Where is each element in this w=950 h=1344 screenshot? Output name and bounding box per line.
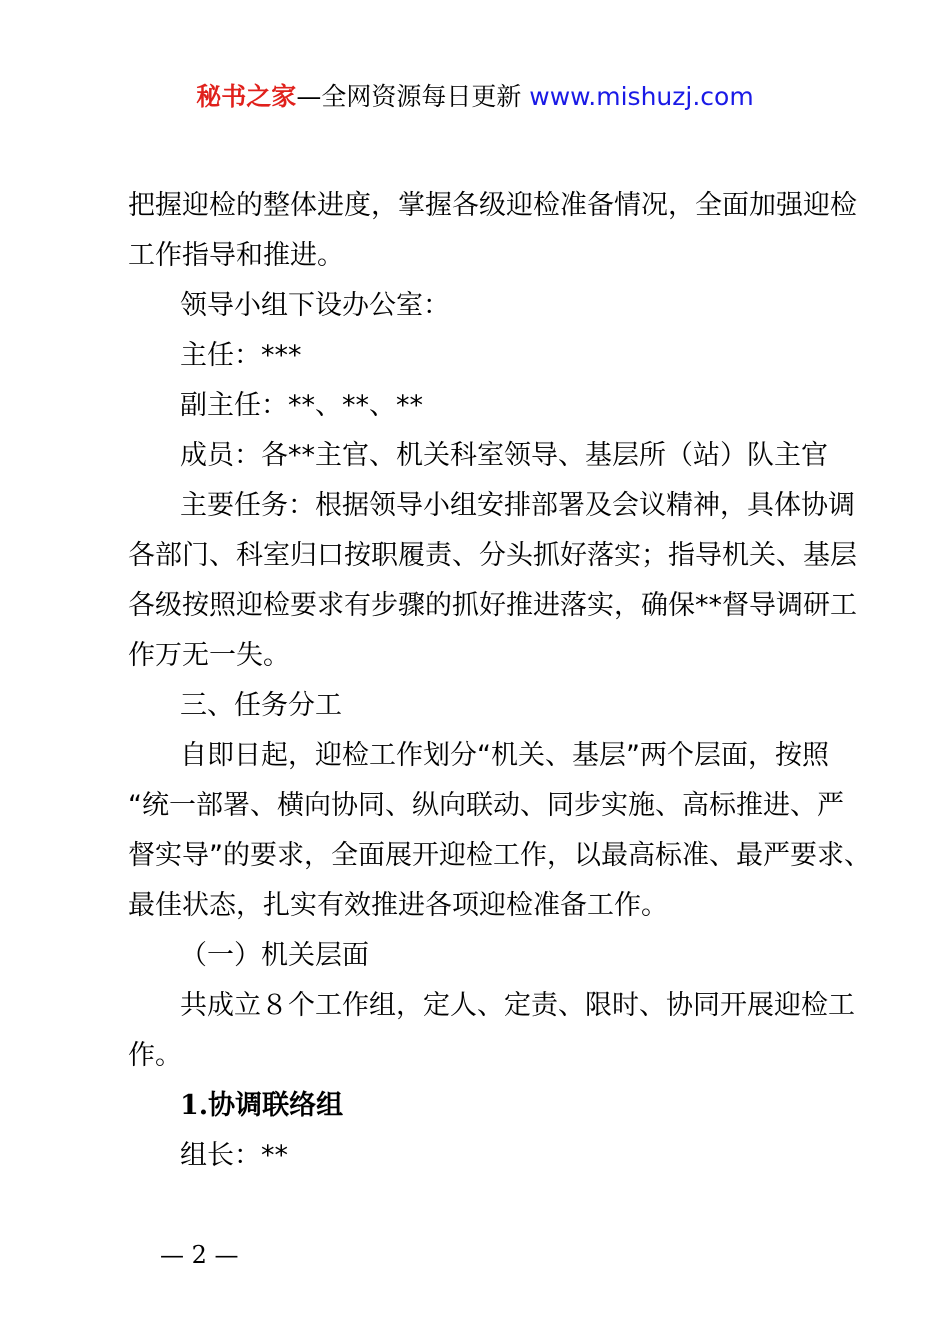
paragraph-line: 督实导”的要求，全面展开迎检工作，以最高标准、最严要求、 <box>128 840 871 871</box>
page-number: — 2 — <box>160 1241 239 1269</box>
paragraph-line: 最佳状态，扎实有效推进各项迎检准备工作。 <box>128 890 668 921</box>
site-url-link[interactable]: www.mishuzj.com <box>529 82 754 111</box>
paragraph-line: 作。 <box>128 1040 182 1071</box>
paragraph-line: “统一部署、横向协同、纵向联动、同步实施、高标推进、严 <box>128 790 844 821</box>
paragraph-line: 主任：*** <box>180 340 302 371</box>
paragraph-line: 各部门、科室归口按职履责、分头抓好落实；指导机关、基层 <box>128 540 857 571</box>
paragraph-line: 共成立８个工作组，定人、定责、限时、协同开展迎检工 <box>180 990 855 1021</box>
subsection-heading: （一）机关层面 <box>180 940 369 971</box>
header-tagline: —全网资源每日更新 <box>296 82 530 111</box>
section-heading: 三、任务分工 <box>180 690 342 721</box>
brand-name: 秘书之家 <box>196 82 297 111</box>
paragraph-line: 副主任：**、**、** <box>180 390 423 421</box>
paragraph-line: 各级按照迎检要求有步骤的抓好推进落实，确保**督导调研工 <box>128 590 857 621</box>
document-body <box>128 181 871 1181</box>
paragraph-line: 作万无一失。 <box>128 640 290 671</box>
paragraph-line: 工作指导和推进。 <box>128 240 344 271</box>
paragraph-line: 主要任务：根据领导小组安排部署及会议精神，具体协调 <box>180 490 855 521</box>
paragraph-line: 组长：** <box>180 1140 288 1171</box>
paragraph-line: 成员：各**主官、机关科室领导、基层所（站）队主官 <box>180 440 828 471</box>
paragraph-line: 领导小组下设办公室： <box>180 290 450 321</box>
site-header <box>0 80 950 114</box>
group-heading: 1.协调联络组 <box>180 1090 344 1121</box>
paragraph-line: 自即日起，迎检工作划分“机关、基层”两个层面，按照 <box>180 740 829 771</box>
paragraph-line: 把握迎检的整体进度，掌握各级迎检准备情况，全面加强迎检 <box>128 190 857 221</box>
